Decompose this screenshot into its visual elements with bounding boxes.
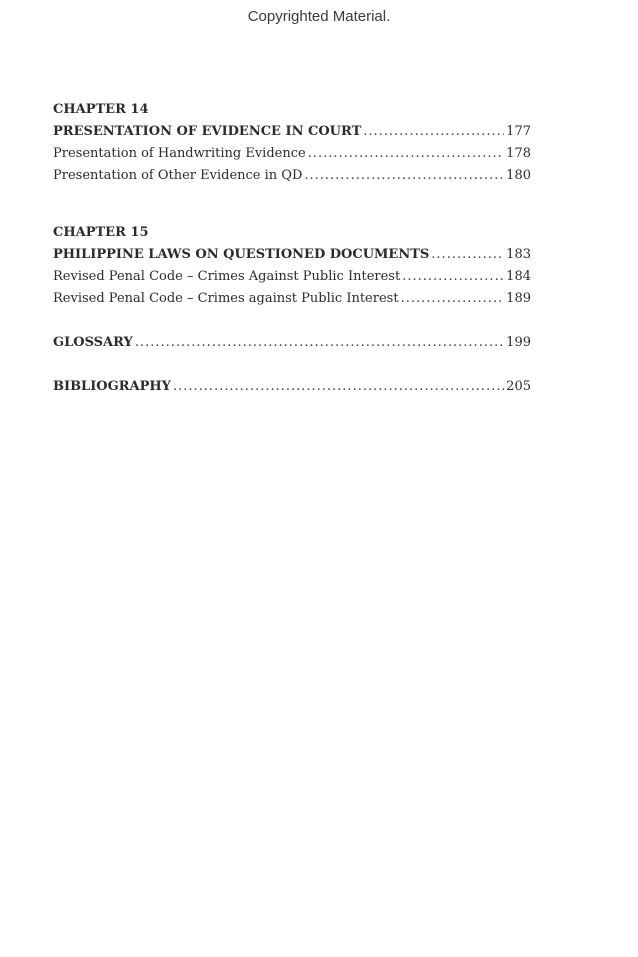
toc-entry-title: PRESENTATION OF EVIDENCE IN COURT <box>53 124 362 139</box>
spacer <box>53 310 531 332</box>
copyright-watermark: Copyrighted Material. <box>247 8 391 25</box>
toc-entry-philippine-laws[interactable] <box>53 244 531 266</box>
toc-entry-page: 178 <box>506 146 531 161</box>
dot-leader <box>304 165 504 187</box>
dot-leader <box>363 121 504 143</box>
dot-leader <box>135 332 504 354</box>
toc-entry-page: 189 <box>506 291 531 306</box>
toc-entry-title: Presentation of Other Evidence in QD <box>53 168 303 183</box>
toc-entry-page: 183 <box>506 247 531 262</box>
toc-entry-bibliography[interactable] <box>53 376 531 398</box>
toc-entry-handwriting-evidence[interactable] <box>53 143 531 165</box>
toc-entry-page: 199 <box>506 335 531 350</box>
toc-entry-title: Revised Penal Code – Crimes Against Public Interest <box>53 269 401 284</box>
toc-entry-page: 177 <box>506 124 531 139</box>
toc-entry-page: 184 <box>506 269 531 284</box>
toc-entry-revised-penal-code-189[interactable] <box>53 288 531 310</box>
toc-entry-other-evidence[interactable] <box>53 165 531 187</box>
toc-entry-page: 180 <box>506 168 531 183</box>
chapter-15-label: CHAPTER 15 <box>53 225 149 240</box>
toc-entry-glossary[interactable] <box>53 332 531 354</box>
table-of-contents <box>53 99 531 398</box>
toc-entry-revised-penal-code-184[interactable] <box>53 266 531 288</box>
dot-leader <box>401 288 505 310</box>
dot-leader <box>308 143 504 165</box>
toc-entry-title: Revised Penal Code – Crimes against Public Interest <box>53 291 399 306</box>
toc-entry-page: 205 <box>506 379 531 394</box>
chapter-14-label: CHAPTER 14 <box>53 102 149 117</box>
dot-leader <box>173 376 504 398</box>
spacer <box>53 354 531 376</box>
toc-entry-title: GLOSSARY <box>53 335 133 350</box>
toc-entry-title: PHILIPPINE LAWS ON QUESTIONED DOCUMENTS <box>53 247 430 262</box>
toc-entry-title: Presentation of Handwriting Evidence <box>53 146 306 161</box>
dot-leader <box>431 244 504 266</box>
toc-entry-presentation-of-evidence[interactable] <box>53 121 531 143</box>
dot-leader <box>402 266 504 288</box>
spacer <box>53 187 531 222</box>
toc-entry-title: BIBLIOGRAPHY <box>53 379 171 394</box>
